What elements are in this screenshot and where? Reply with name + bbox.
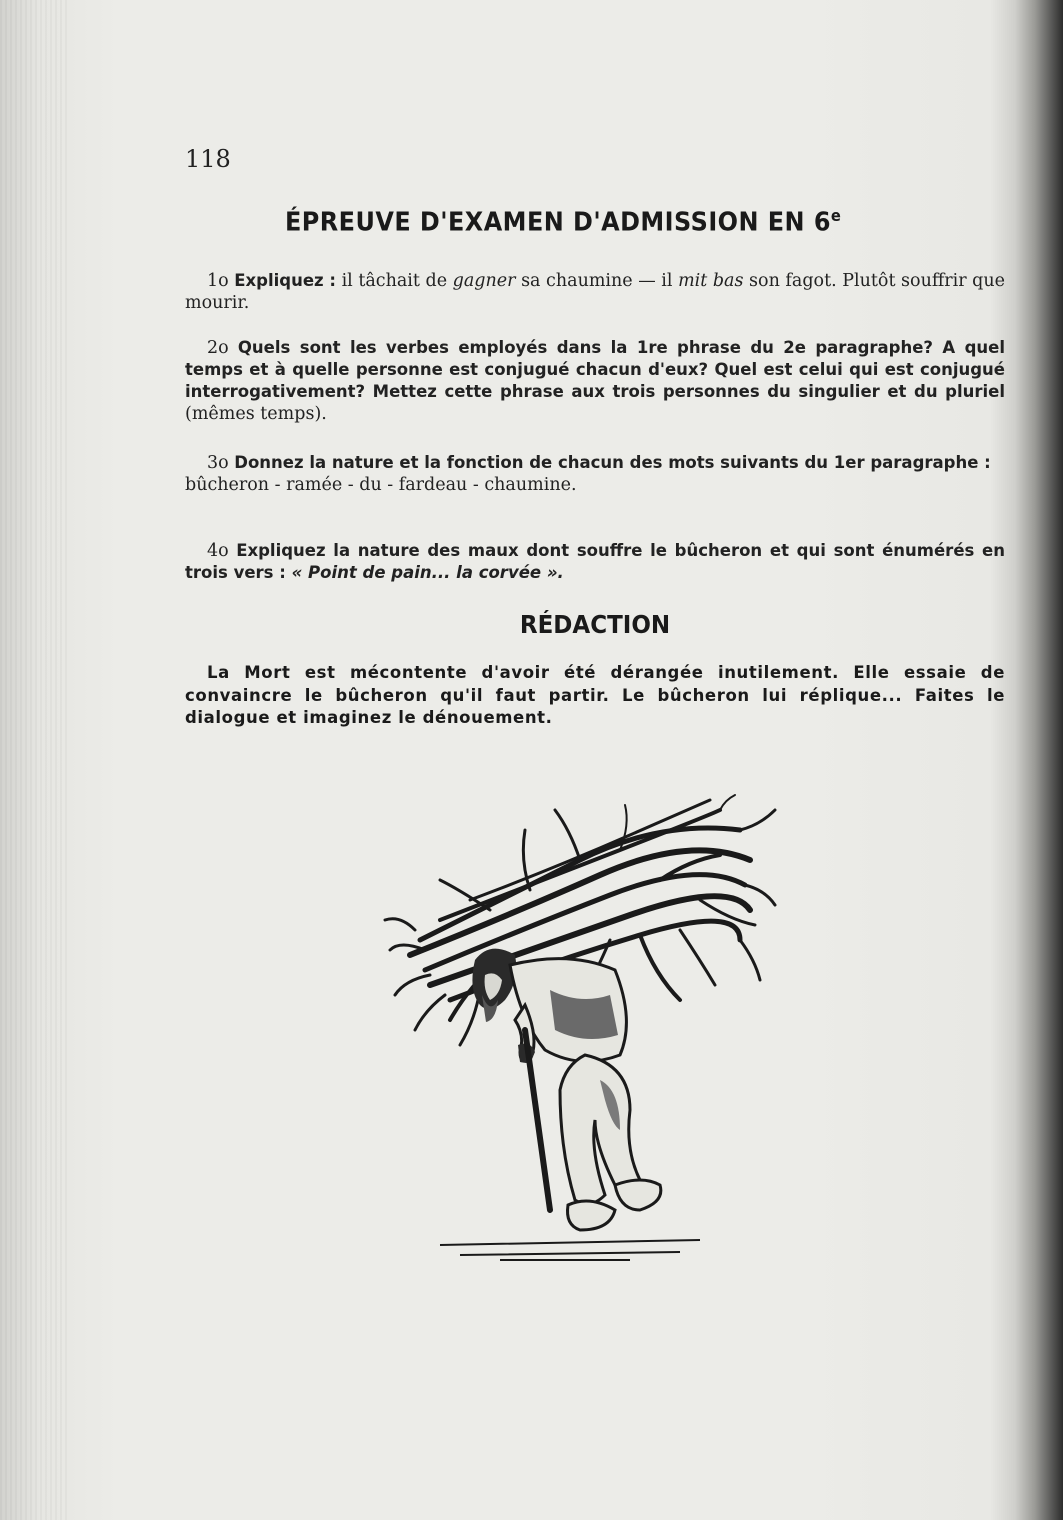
question-2-number: 2o bbox=[207, 338, 229, 358]
question-1-text-b: sa chaumine — il bbox=[515, 271, 679, 291]
question-4-number: 4o bbox=[207, 541, 229, 561]
question-4 bbox=[185, 540, 1005, 584]
question-4-quote: « Point de pain... la corvée ». bbox=[285, 563, 564, 582]
exam-title-superscript: e bbox=[830, 206, 842, 225]
question-2-bold: Quels sont les verbes employés dans la 1re phrase du 2e paragraphe? A quel temps et à quelle personne est conjugué chacun d'eux? Quel est celui qui est conjugué interrogativement? Mettez cette phrase aux trois personnes du singulier et du pluriel bbox=[185, 338, 1005, 401]
question-4-bold: Expliquez la nature des maux dont souffre le bûcheron et qui sont énumérés en trois vers : bbox=[185, 541, 1005, 582]
question-2-plain: (mêmes temps). bbox=[185, 404, 327, 424]
right-clog bbox=[615, 1180, 661, 1210]
exam-title-text: ÉPREUVE D'EXAMEN D'ADMISSION EN 6 bbox=[285, 207, 831, 238]
question-3-word-list: bûcheron - ramée - du - fardeau - chaumine. bbox=[185, 475, 577, 495]
question-1-italic-b: mit bas bbox=[678, 271, 744, 291]
question-2 bbox=[185, 337, 1005, 425]
question-1-text-c: son fagot. Plutôt souffrir que mourir. bbox=[185, 271, 1005, 313]
question-3-number: 3o bbox=[207, 453, 229, 473]
redaction-heading: RÉDACTION bbox=[519, 610, 671, 639]
question-1 bbox=[185, 270, 1005, 314]
redaction-prompt: La Mort est mécontente d'avoir été dérangée inutilement. Elle essaie de convaincre le bûcheron qu'il faut partir. Le bûcheron lui réplique... Faites le dialogue et imaginez le dénouement. bbox=[185, 663, 1005, 727]
question-1-italic-a: gagner bbox=[452, 271, 516, 291]
left-clog bbox=[568, 1201, 616, 1230]
question-3 bbox=[185, 452, 1005, 496]
ground-shadow bbox=[440, 1240, 700, 1260]
walking-stick bbox=[525, 1030, 550, 1210]
page-binding-edge bbox=[0, 0, 70, 1520]
page-number: 118 bbox=[185, 145, 231, 173]
exam-title bbox=[285, 206, 841, 238]
question-1-text-a: il tâchait de bbox=[336, 271, 453, 291]
question-3-bold: Donnez la nature et la fonction de chacun des mots suivants du 1er paragraphe : bbox=[234, 453, 991, 472]
woodcutter-figure bbox=[440, 949, 700, 1260]
woodcutter-illustration bbox=[380, 790, 780, 1290]
question-1-number: 1o bbox=[207, 271, 229, 291]
question-1-bold: Expliquez : bbox=[234, 271, 336, 290]
